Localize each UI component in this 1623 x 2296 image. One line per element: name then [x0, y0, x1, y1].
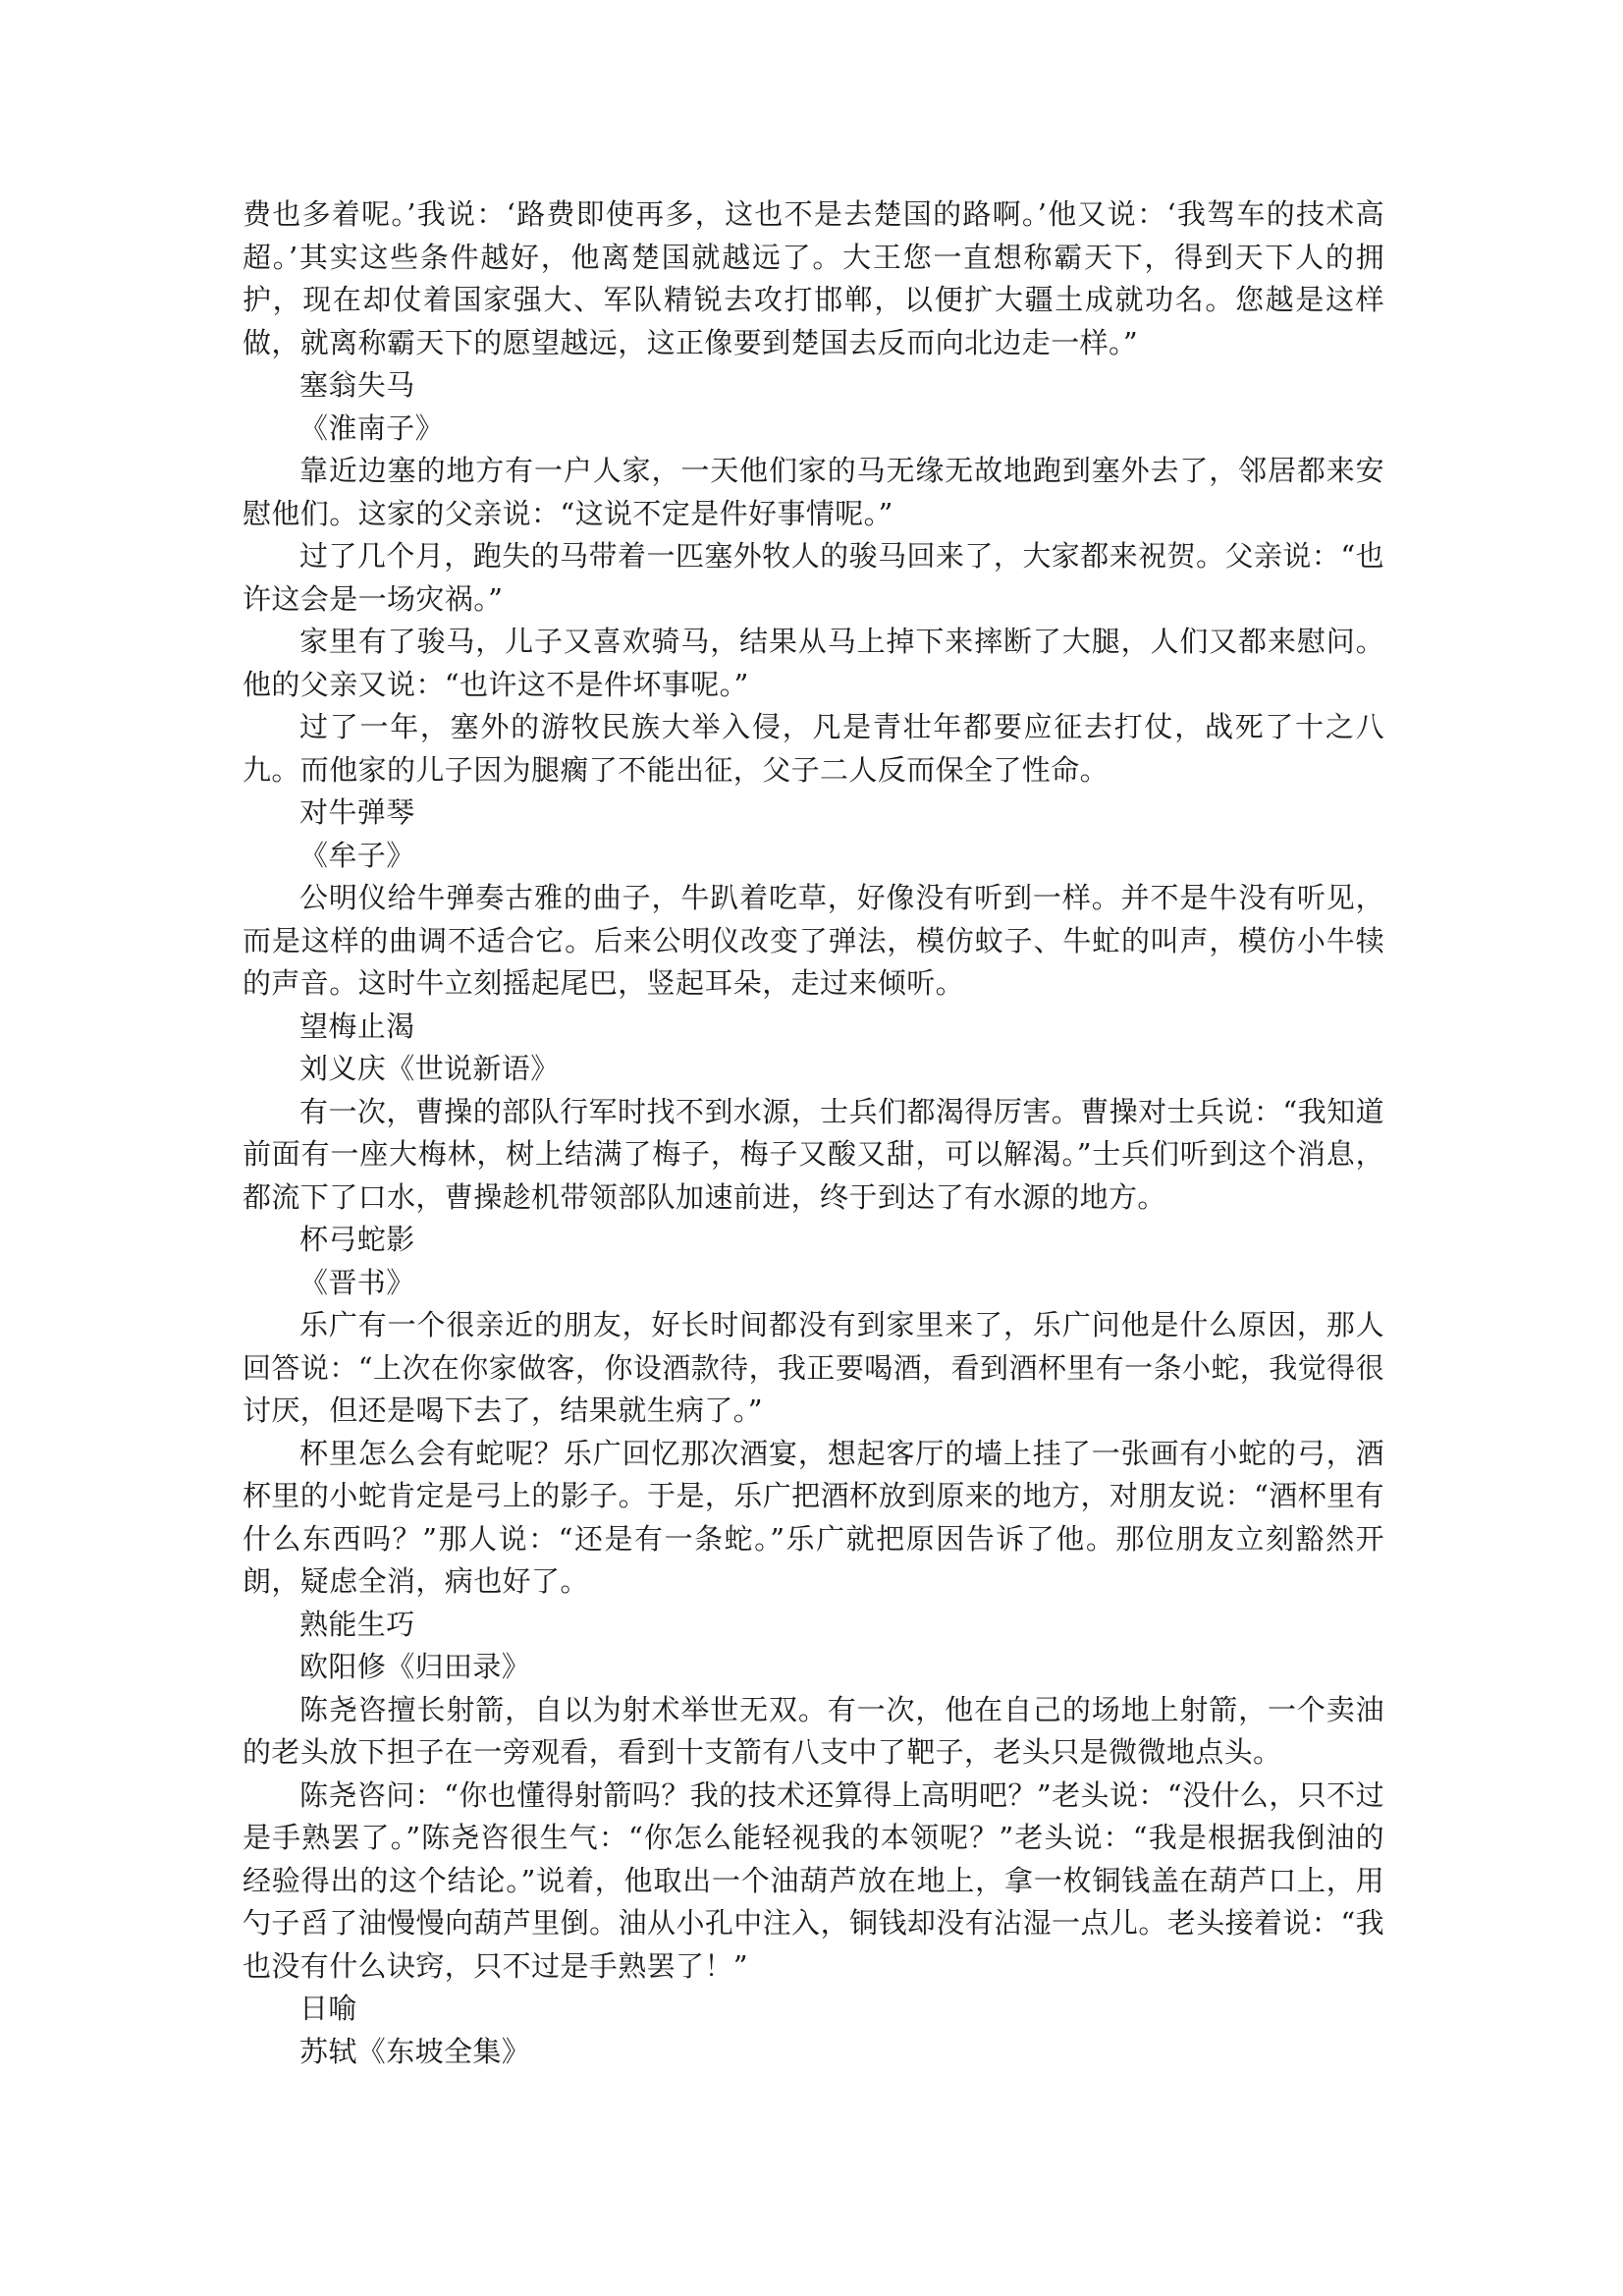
story-paragraph: 陈尧咨问：“你也懂得射箭吗？我的技术还算得上高明吧？”老头说：“没什么，只不过是手熟罢了。”陈尧咨很生气：“你怎么能轻视我的本领呢？”老头说：“我是根据我倒油的经验得出的这个结论。”说着，他取出一个油葫芦放在地上，拿一枚铜钱盖在葫芦口上，用勺子舀了油慢慢向葫芦里倒。油从小孔中注入，铜钱却没有沾湿一点儿。老头接着说：“我也没有什么诀窍，只不过是手熟罢了！”	[243, 1777, 1384, 1983]
story-source: 《牟子》	[299, 838, 415, 872]
story-paragraph: 有一次，曹操的部队行军时找不到水源，士兵们都渴得厉害。曹操对士兵说：“我知道前面有一座大梅林，树上结满了梅子，梅子又酸又甜，可以解渴。”士兵们听到这个消息，都流下了口水，曹操趁机带领部队加速前进，终于到达了有水源的地方。	[243, 1094, 1384, 1214]
story-paragraph: 陈尧咨擅长射箭，自以为射术举世无双。有一次，他在自己的场地上射箭，一个卖油的老头放下担子在一旁观看，看到十支箭有八支中了靶子，老头只是微微地点头。	[243, 1692, 1384, 1769]
story-paragraph: 乐广有一个很亲近的朋友，好长时间都没有到家里来了，乐广问他是什么原因，那人回答说：“上次在你家做客，你设酒款待，我正要喝酒，看到酒杯里有一条小蛇，我觉得很讨厌，但还是喝下去了，结果就生病了。”	[243, 1308, 1384, 1427]
story-title: 望梅止渴	[299, 1009, 415, 1043]
story-title: 塞翁失马	[299, 368, 415, 402]
story-title: 对牛弹琴	[299, 795, 415, 829]
story-source: 《淮南子》	[299, 410, 445, 445]
story-paragraph: 杯里怎么会有蛇呢？乐广回忆那次酒宴，想起客厅的墙上挂了一张画有小蛇的弓，酒杯里的小蛇肯定是弓上的影子。于是，乐广把酒杯放到原来的地方，对朋友说：“酒杯里有什么东西吗？”那人说：“还是有一条蛇。”乐广就把原因告诉了他。那位朋友立刻豁然开朗，疑虑全消，病也好了。	[243, 1436, 1384, 1598]
story-title: 日喻	[299, 1992, 357, 2025]
story-title: 熟能生巧	[299, 1607, 415, 1641]
story-source: 苏轼《东坡全集》	[299, 2034, 531, 2068]
story-source: 欧阳修《归田录》	[299, 1650, 531, 1683]
story-paragraph: 家里有了骏马，儿子又喜欢骑马，结果从马上掉下来摔断了大腿，人们又都来慰问。他的父亲又说：“也许这不是件坏事呢。”	[243, 625, 1384, 701]
story-source: 刘义庆《世说新语》	[299, 1052, 560, 1085]
story-paragraph: 过了一年，塞外的游牧民族大举入侵，凡是青壮年都要应征去打仗，战死了十之八九。而他家的儿子因为腿瘸了不能出征，父子二人反而保全了性命。	[243, 710, 1384, 787]
document-body	[243, 193, 1384, 2073]
intro-continuation-paragraph: 费也多着呢。’我说：‘路费即使再多，这也不是去楚国的路啊。’他又说：‘我驾车的技术高超。’其实这些条件越好，他离楚国就越远了。大王您一直想称霸天下，得到天下人的拥护，现在却仗着国家强大、军队精锐去攻打邯郸，以便扩大疆土成就功名。您越是这样做，就离称霸天下的愿望越远，这正像要到楚国去反而向北边走一样。”	[243, 197, 1384, 359]
story-paragraph: 公明仪给牛弹奏古雅的曲子，牛趴着吃草，好像没有听到一样。并不是牛没有听见，而是这样的曲调不适合它。后来公明仪改变了弹法，模仿蚊子、牛虻的叫声，模仿小牛犊的声音。这时牛立刻摇起尾巴，竖起耳朵，走过来倾听。	[243, 881, 1384, 1000]
story-paragraph: 靠近边塞的地方有一户人家，一天他们家的马无缘无故地跑到塞外去了，邻居都来安慰他们。这家的父亲说：“这说不定是件好事情呢。”	[243, 454, 1384, 530]
story-title: 杯弓蛇影	[299, 1223, 415, 1256]
story-source: 《晋书》	[299, 1265, 415, 1299]
story-paragraph: 过了几个月，跑失的马带着一匹塞外牧人的骏马回来了，大家都来祝贺。父亲说：“也许这会是一场灾祸。”	[243, 539, 1384, 616]
